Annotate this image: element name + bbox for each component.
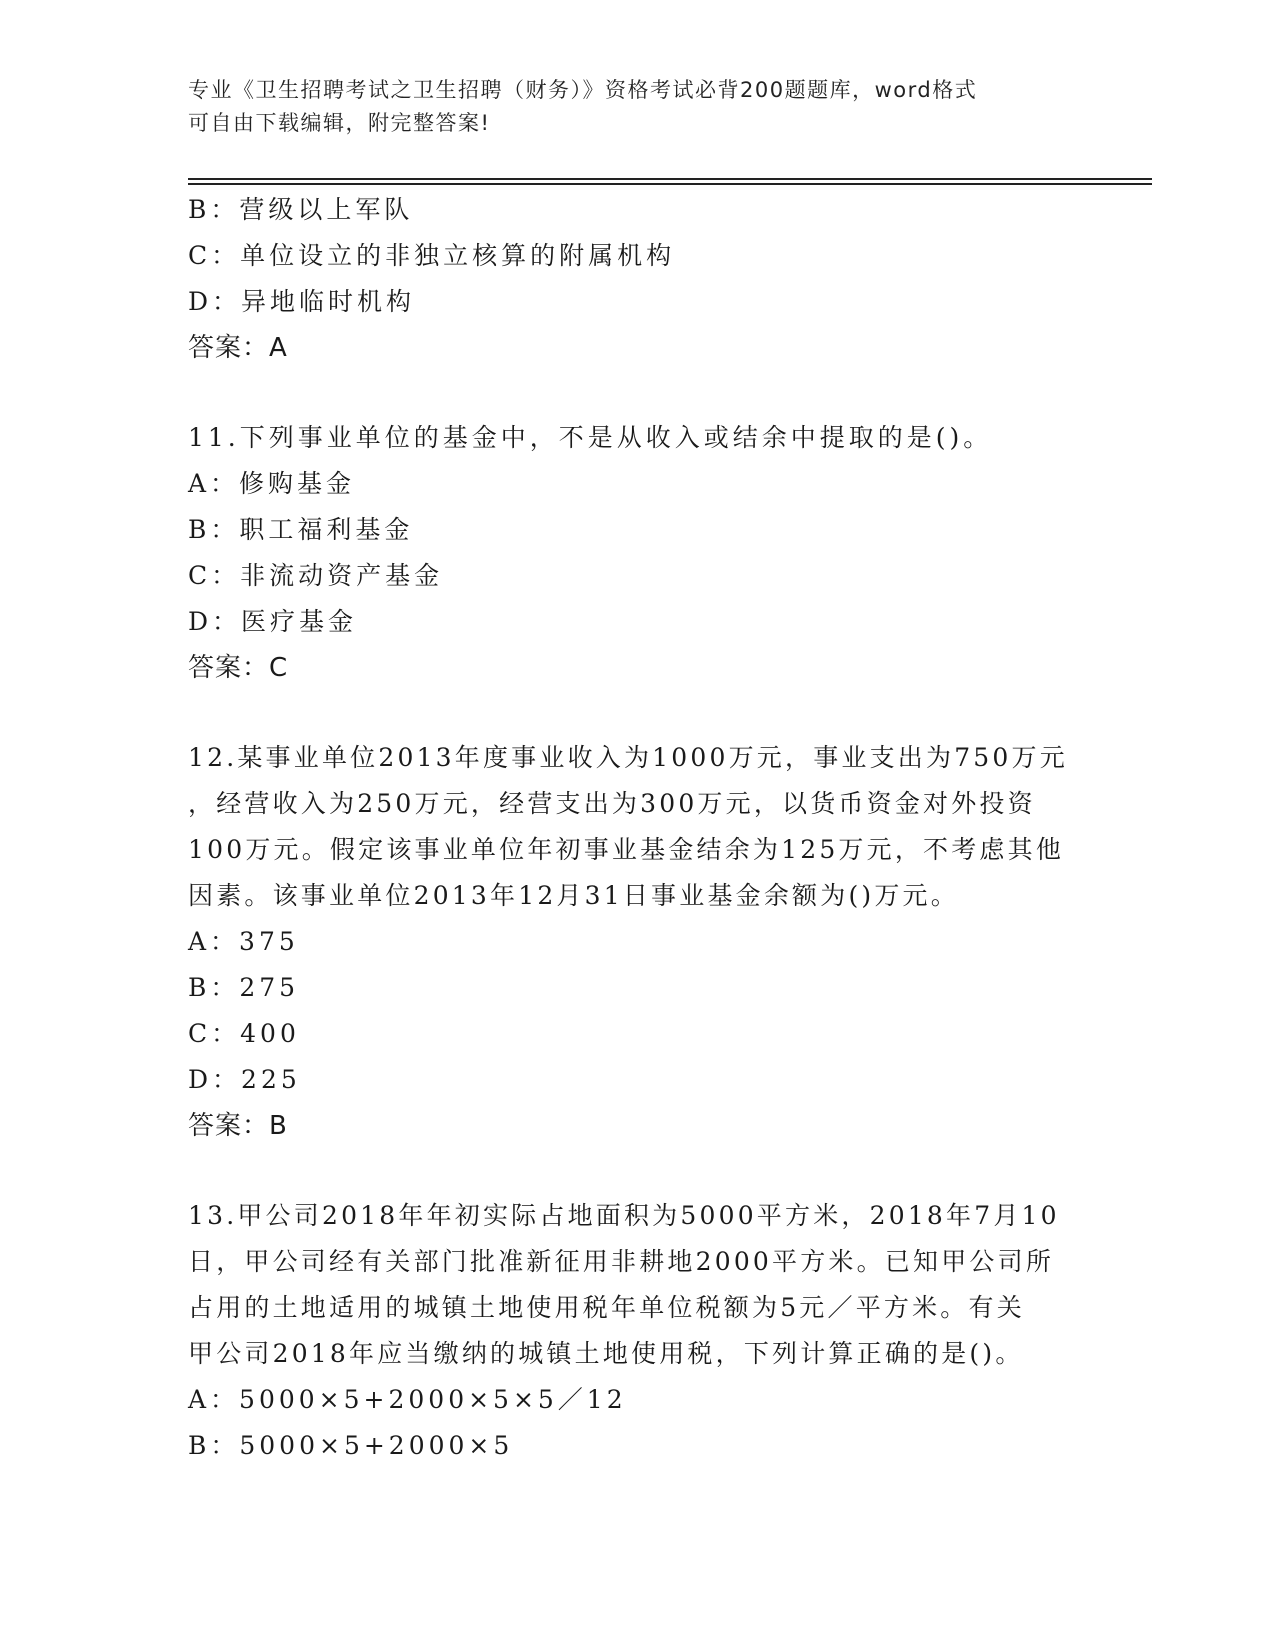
option-c: C：单位设立的非独立核算的附属机构	[188, 241, 676, 270]
option-b: B：275	[188, 973, 300, 1002]
question-11-block	[188, 415, 1088, 691]
spacer	[188, 1149, 1088, 1193]
question-line: 日，甲公司经有关部门批准新征用非耕地2000平方米。已知甲公司所	[188, 1247, 1055, 1276]
answer-label: 答案：B	[188, 1111, 288, 1141]
option-b: B：5000×5+2000×5	[188, 1431, 514, 1460]
question-line: ，经营收入为250万元，经营支出为300万元，以货币资金对外投资	[188, 789, 1036, 818]
question-line: 因素。该事业单位2013年12月31日事业基金余额为()万元。	[188, 881, 959, 910]
question-content	[188, 187, 1088, 1469]
option-a: A：5000×5+2000×5×5／12	[188, 1385, 627, 1414]
option-d: D：225	[188, 1065, 301, 1094]
option-d: D：异地临时机构	[188, 287, 416, 316]
question-13-block	[188, 1193, 1088, 1469]
answer-label: 答案：A	[188, 333, 288, 363]
option-d: D：医疗基金	[188, 607, 358, 636]
question-12-block	[188, 735, 1088, 1149]
option-b: B：营级以上军队	[188, 195, 414, 224]
option-b: B：职工福利基金	[188, 515, 414, 544]
spacer	[188, 691, 1088, 735]
option-a: A：375	[188, 927, 299, 956]
question-10-block	[188, 187, 1088, 371]
question-line: 12.某事业单位2013年度事业收入为1000万元，事业支出为750万元	[188, 743, 1068, 772]
question-line: 100万元。假定该事业单位年初事业基金结余为125万元，不考虑其他	[188, 835, 1065, 864]
question-line: 13.甲公司2018年年初实际占地面积为5000平方米，2018年7月10	[188, 1201, 1060, 1230]
header-line-2: 可自由下载编辑，附完整答案!	[188, 111, 491, 135]
option-c: C：非流动资产基金	[188, 561, 444, 590]
spacer	[188, 371, 1088, 415]
question-text	[188, 1193, 1088, 1377]
answer-label: 答案：C	[188, 653, 289, 683]
header-divider-bottom	[188, 183, 1152, 185]
document-header	[188, 74, 1068, 140]
question-line: 占用的土地适用的城镇土地使用税年单位税额为5元／平方米。有关	[188, 1293, 1025, 1322]
header-line-1: 专业《卫生招聘考试之卫生招聘（财务）》资格考试必背200题题库，word格式	[188, 78, 978, 102]
question-line: 甲公司2018年应当缴纳的城镇土地使用税，下列计算正确的是()。	[188, 1339, 1024, 1368]
question-text	[188, 735, 1088, 919]
header-divider-top	[188, 178, 1152, 180]
option-a: A：修购基金	[188, 469, 356, 498]
option-c: C：400	[188, 1019, 300, 1048]
question-text: 11.下列事业单位的基金中，不是从收入或结余中提取的是()。	[188, 423, 993, 452]
